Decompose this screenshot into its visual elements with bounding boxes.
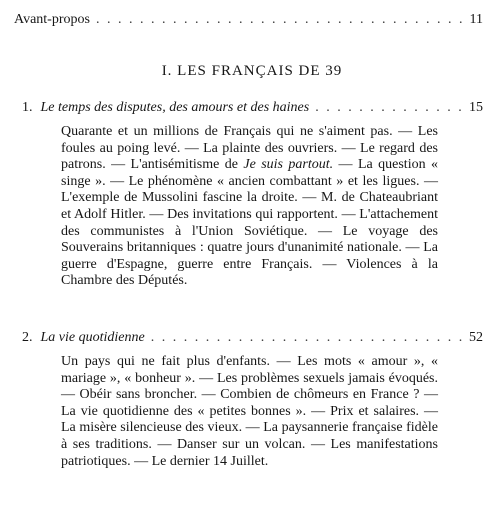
toc-page-number: 11 [469,12,483,27]
chapter-title: La vie quotidienne [40,330,145,345]
leader-dots [315,100,463,116]
toc-page-number: 52 [469,330,483,345]
summary-italic-title: Je suis partout. [243,157,334,173]
toc-entry-chapter-2[interactable] [22,330,483,346]
chapter-2-summary: Un pays qui ne fait plus d'enfants. — Les mots « amour », « mariage », « bonheur ». — Les problèmes sexuels jamais évoqués. — Obéir sans broncher. — Combien de chômeurs en France ? — La vie quotidienne des « petites bonnes ». — Prix et salaires. — La misère silencieuse des vieux. — La paysannerie française fidèle à ses traditions. — Danser sur un volcan. — Les manifestations patriotiques. — Le dernier 14 Juillet. [61,354,438,469]
leader-dots [96,12,464,28]
summary-text: Quarante et un millions de Français qui ne s'aiment pas. — Les foules au poing levé. — La plainte des ouvriers. — Le regard des patrons. — L'antisémitisme de [61,124,438,173]
chapter-number: 1. [22,100,33,115]
part-title: I. LES FRANÇAIS DE 39 [161,63,343,79]
summary-text: — La question « singe ». — Le phénomène « ancien combattant » et les ligues. — L'exemple de Mussolini fascine la droite. — M. de Chateaubriant et Adolf Hitler. — Des invitations qui rapportent. — L'attachement des communistes à l'Union Soviétique. — Le voyage des Souverains britanniques : quatre jours d'unanimité nationale. — La guerre d'Espagne, guerre entre Français. — Violences à la Chambre des Députés. [61,157,438,289]
toc-entry-avant-propos[interactable] [14,12,483,28]
chapter-title: Le temps des disputes, des amours et des haines [40,100,310,115]
toc-page-number: 15 [469,100,483,115]
toc-entry-label: Avant-propos [14,12,90,27]
toc-entry-chapter-1[interactable] [22,100,483,116]
chapter-1-summary [61,124,438,290]
leader-dots [151,330,463,346]
chapter-number: 2. [22,330,33,345]
